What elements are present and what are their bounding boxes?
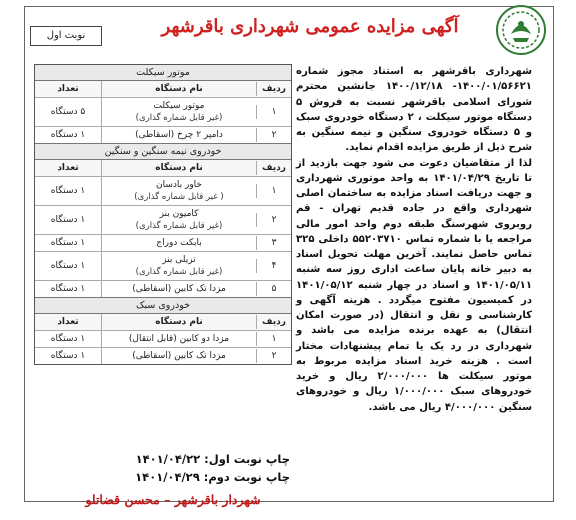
table-row: [35, 98, 291, 127]
table-row: [35, 127, 291, 143]
row-index: ۲: [256, 213, 291, 227]
announcement-body: [296, 64, 532, 415]
table-row: [35, 331, 291, 348]
col-header-index: ردیف: [256, 161, 291, 175]
body-paragraph-details: لذا از متقاضیان دعوت می شود جهت بازدید از تا تاریخ ۱۴۰۱/۰۴/۲۹ به واحد موتوری شهرداری و جهت دریافت اسناد مزایده به ساختمان اصلی شهرداری واقع در جاده قدیم تهران - قم روبروی شهرسنگ طبقه دوم واحد امور مالی مراجعه یا با شماره تماس ۵۵۲۰۳۷۱۰ داخلی ۳۲۵ تماس حاصل نمایند. آخرین مهلت تحویل اسناد به دبیر خانه پایان ساعت اداری روز سه شنبه ۱۴۰۱/۰۵/۱۱ و اسناد در چهار شنبه ۱۴۰۱/۰۵/۱۲ در کمیسیون مفتوح میگردد . هزینه آگهی و کارشناسی و نقل و انتقال (در صورت امکان انتقال) به عهده برنده مزایده می باشد و شهرداری در رد یک یا تمام پیشنهادات مختار است . هزینه خرید اسناد مزایده مربوط به موتور سیکلت ها ۲/۰۰۰/۰۰۰ ریال و خرید خودروهای سبک ۱/۰۰۰/۰۰۰ ریال و خودروهای سنگین ۴/۰۰۰/۰۰۰ ریال می باشد.: [296, 157, 533, 413]
col-header-index: ردیف: [256, 315, 291, 329]
print-date-second: چاپ نوبت دوم: ۱۴۰۱/۰۴/۲۹: [135, 470, 290, 484]
row-name: دامپر ۲ چرخ (اسقاطی): [101, 127, 256, 143]
row-qty: ۱ دستگاه: [50, 130, 86, 140]
row-qty: ۵ دستگاه: [50, 107, 86, 117]
row-index: ۳: [256, 236, 291, 250]
row-index: ۱: [256, 184, 291, 198]
row-index: ۴: [256, 259, 291, 273]
table-row: [35, 235, 291, 252]
col-header-index: ردیف: [256, 82, 291, 96]
section-title-heavy-vehicles: خودروی نیمه سنگین و سنگین: [35, 143, 291, 160]
col-header-name: نام دستگاه: [101, 160, 256, 176]
vehicle-tables: [34, 64, 292, 365]
row-index: ۱: [256, 105, 291, 119]
table-row: [35, 348, 291, 364]
row-name-note: (غیر قابل شماره گذاری): [135, 267, 223, 277]
row-name: [101, 98, 256, 126]
section-title-light-vehicles: خودروی سبک: [35, 297, 291, 314]
row-index: ۲: [256, 128, 291, 142]
row-name-text: کامیون بنز: [159, 209, 199, 219]
page-title: آگهی مزایده عمومی شهرداری باقرشهر: [161, 16, 459, 37]
table-row: [35, 206, 291, 235]
table-header-row: [35, 314, 291, 331]
col-header-qty: تعداد: [57, 317, 79, 327]
table-row: [35, 252, 291, 281]
row-name-note: ( غیر قابل شماره گذاری): [134, 192, 224, 202]
row-name: [101, 206, 256, 234]
col-header-qty: تعداد: [57, 84, 79, 94]
row-name: بابکت دوراج: [101, 235, 256, 251]
mayor-signature-line: شهردار باقرشهر – محسن قضاتلو: [85, 492, 261, 507]
row-name-note: (غیر قابل شماره گذاری): [135, 221, 223, 231]
col-header-qty: تعداد: [57, 163, 79, 173]
body-paragraph-intro: شهرداری باقرشهر به استناد مجوز شماره ۱۴۰۰/۰۱/۵۶۶۲۱- ۱۴۰۰/۱۲/۱۸ جانشین محترم شورای اسلامی باقرشهر نسبت به فروش ۵ دستگاه موتور سیکلت ، ۲ دستگاه خودروی سبک و ۵ دستگاه خودروی سنگین و نیمه سنگین به شرح ذیل از طریق مزایده اقدام نماید.: [296, 66, 532, 154]
row-name-text: خاور بادسان: [155, 180, 202, 190]
row-qty: ۱ دستگاه: [50, 334, 86, 344]
row-name: [101, 177, 256, 205]
col-header-name: نام دستگاه: [101, 314, 256, 330]
municipality-logo-icon: [495, 4, 547, 56]
row-index: ۱: [256, 332, 291, 346]
table-row: [35, 177, 291, 206]
row-index: ۵: [256, 282, 291, 296]
section-title-motorcycles: موتور سیکلت: [35, 65, 291, 81]
row-name-text: موتور سیکلت: [153, 101, 205, 111]
row-qty: ۱ دستگاه: [50, 284, 86, 294]
row-qty: ۱ دستگاه: [50, 351, 86, 361]
round-badge: نوبت اول: [30, 26, 102, 46]
table-header-row: [35, 160, 291, 177]
print-date-first: چاپ نوبت اول: ۱۴۰۱/۰۴/۲۲: [135, 452, 290, 466]
row-qty: ۱ دستگاه: [50, 238, 86, 248]
table-header-row: [35, 81, 291, 98]
row-name-note: (غیر قابل شماره گذاری): [135, 113, 223, 123]
col-header-name: نام دستگاه: [101, 81, 256, 97]
row-qty: ۱ دستگاه: [50, 186, 86, 196]
row-name: مزدا دو کابین (قابل انتقال): [101, 331, 256, 347]
row-name: [101, 252, 256, 280]
table-row: [35, 281, 291, 297]
row-name-text: تریلی بنز: [162, 255, 196, 265]
row-qty: ۱ دستگاه: [50, 261, 86, 271]
row-qty: ۱ دستگاه: [50, 215, 86, 225]
row-name: مزدا تک کابین (اسقاطی): [101, 348, 256, 364]
row-index: ۲: [256, 349, 291, 363]
row-name: مزدا تک کابین (اسقاطی): [101, 281, 256, 297]
